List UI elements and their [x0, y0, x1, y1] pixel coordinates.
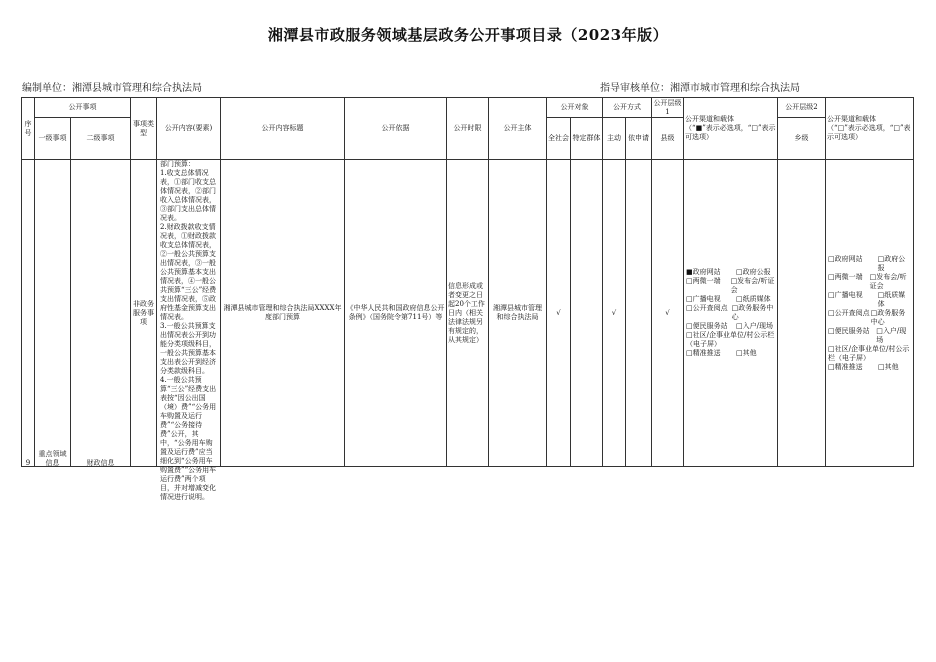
col-level-group2: 公开层级2	[778, 98, 826, 118]
channel-option: □其他	[878, 362, 899, 371]
content-line: 3.一般公共预算支出情况表公开到功能分类项级科目，一般公共预算基本支出表公开到经济分类款级科目。	[160, 322, 216, 375]
channel-option: □政务服务中心	[870, 308, 906, 326]
cell-target-specific	[571, 160, 603, 467]
channel-option: □广播电视	[828, 290, 863, 299]
cell-target-all: √	[547, 160, 571, 467]
cell-basis: 《中华人民共和国政府信息公开条例》（国务院令第711号）等	[345, 160, 447, 467]
channel-option: □社区/企事业单位/村公示栏（电子屏）	[686, 331, 775, 348]
channel-option: □便民服务站	[828, 326, 870, 335]
channel2-note: （“□”表示必选项，“□”表示可选项）	[827, 124, 911, 141]
page-title: 湘潭县市政服务领域基层政务公开事项目录（2023年版）	[267, 26, 669, 44]
col-subject: 公开主体	[489, 98, 547, 160]
channel-option: ■政府网站	[686, 268, 721, 276]
channel1-title: 公开渠道和载体	[685, 115, 734, 123]
channel-option: □其他	[736, 349, 757, 357]
supervisor-unit: 指导审核单位：湘潭市城市管理和综合执法局	[600, 83, 800, 94]
cell-subject: 湘潭县城市管理和综合执法局	[489, 160, 547, 467]
cell-time-limit: 信息形成或者变更之日起20个工作日内（相关法律法规另有规定的，从其规定）	[447, 160, 489, 467]
cell-channels1	[684, 160, 778, 467]
channel1-note: （“■”表示必选项，“□”表示可选项）	[685, 124, 776, 141]
col-content-req: 公开内容(要素)	[157, 98, 221, 160]
col-method-group: 公开方式	[603, 98, 652, 118]
channel-option: □精准推送	[828, 362, 863, 371]
col-level1: 一级事项	[35, 118, 71, 160]
col-content-title: 公开内容标题	[221, 98, 345, 160]
col-channel2	[826, 98, 914, 160]
channel-option: □纸质媒体	[736, 295, 771, 303]
channel-option: □两微一端	[828, 272, 863, 281]
col-channel1	[684, 98, 778, 160]
channel-option: □政府网站	[828, 254, 863, 263]
channel-option: □入户/现场	[736, 322, 773, 330]
cell-channels2	[826, 160, 914, 467]
col-method-apply: 依申请	[626, 118, 652, 160]
col-basis: 公开依据	[345, 98, 447, 160]
cell-index: 9	[22, 160, 35, 467]
channel-option: □政务服务中心	[731, 304, 774, 321]
col-method-active: 主动	[603, 118, 626, 160]
col-level-township: 乡级	[778, 118, 826, 160]
channel-option: □发布会/听证会	[730, 277, 775, 294]
col-item-type: 事项类型	[131, 98, 157, 160]
cell-level-county: √	[652, 160, 684, 467]
col-target-group: 公开对象	[547, 98, 603, 118]
cell-level-township	[778, 160, 826, 467]
col-index: 序号	[22, 98, 35, 160]
col-target-specific: 特定群体	[571, 118, 603, 160]
channel-option: □精准推送	[686, 349, 721, 357]
col-level2: 二级事项	[71, 118, 131, 160]
channel-option: □便民服务站	[686, 322, 728, 330]
col-time-limit: 公开时限	[447, 98, 489, 160]
content-line: 1.收支总体情况表，①部门收支总体情况表，②部门收入总体情况表，③部门支出总体情况表。	[160, 169, 216, 222]
channel2-title: 公开渠道和载体	[827, 115, 876, 123]
channel-option: □政府公报	[736, 268, 771, 276]
channel-option: □两微一端	[686, 277, 721, 285]
compiler-unit: 编制单位：湘潭县城市管理和综合执法局	[22, 83, 202, 94]
channel-option: □发布会/听证会	[869, 272, 907, 290]
channel-option: □社区/企事业单位/村公示栏（电子屏）	[828, 344, 910, 362]
disclosure-table	[21, 97, 914, 501]
channel-option: □公开查阅点	[686, 304, 728, 312]
col-level-group1: 公开层级1	[653, 98, 682, 116]
channel-option: □政府公报	[877, 254, 906, 272]
content-line: 2.财政拨款收支情况表，①财政拨款收支总体情况表，②一般公共预算支出情况表，③一般公共预算基本支出情况表，④一般公共预算“三公”经费支出情况表，⑤政府性基金预算支出情况表。	[160, 223, 217, 321]
content-line: 4.一般公共预算“三公”经费支出表按“因公出国（境）费”“公务用车购置及运行费”“公务接待费”公开，其中，“公务用车购置及运行费”应当细化到“公务用车购置费”“公务用车运行费”两个项目，并对增减变化情况进行说明。	[160, 376, 217, 501]
channel-option: □广播电视	[686, 295, 721, 303]
channel-option: □入户/现场	[876, 326, 907, 344]
col-target-all: 全社会	[547, 118, 571, 160]
col-level-county: 县级	[652, 118, 684, 160]
channel-option: □公开查阅点	[828, 308, 870, 317]
cell-content-req	[157, 160, 221, 501]
cell-method-active: √	[603, 160, 626, 467]
cell-content-title: 湘潭县城市管理和综合执法局XXXX年度部门预算	[221, 160, 345, 467]
cell-method-apply	[626, 160, 652, 467]
cell-level2: 财政信息	[71, 160, 131, 467]
table-row	[22, 160, 914, 467]
content-line: 部门预算：	[160, 160, 195, 168]
col-item-group: 公开事项	[35, 98, 131, 118]
cell-item-type: 非政务服务事项	[131, 160, 157, 467]
channel-option: □纸质媒体	[877, 290, 906, 308]
cell-level1: 重点领域信息	[35, 160, 71, 467]
